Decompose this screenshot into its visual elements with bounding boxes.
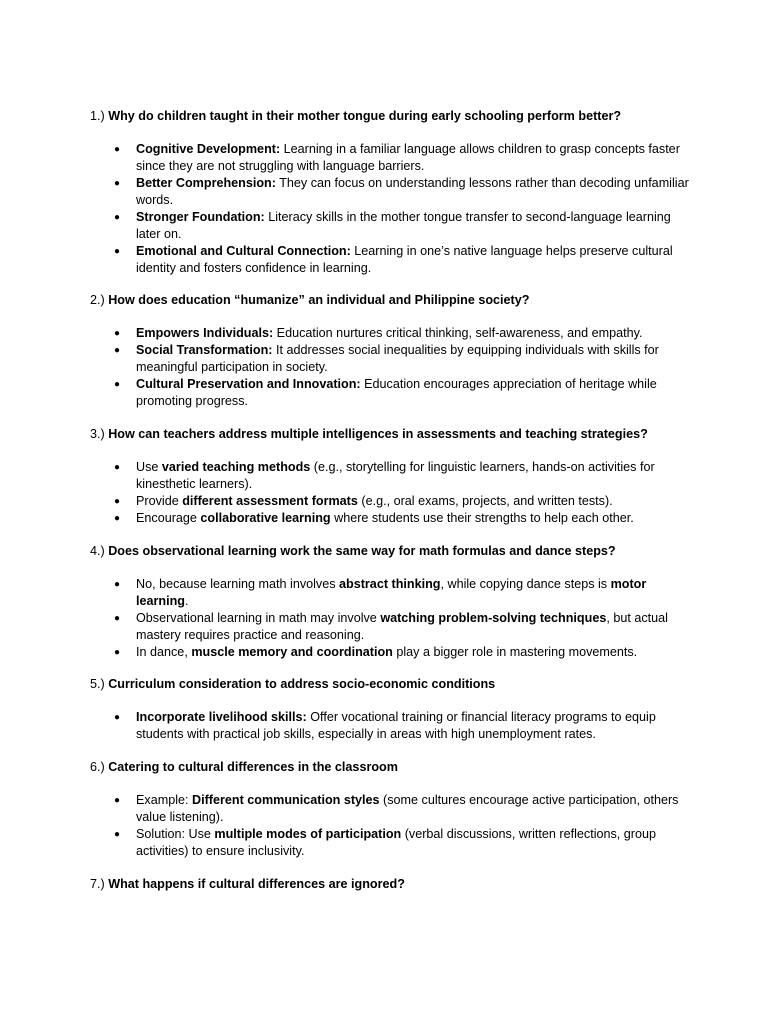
answer-list: [90, 325, 690, 410]
answer-list-item: [90, 459, 691, 493]
answer-key-term: Stronger Foundation:: [136, 210, 265, 224]
answer-list: [90, 141, 690, 277]
bullet-icon: ●: [114, 579, 121, 590]
answer-list-item: [90, 826, 691, 860]
question-text: Curriculum consideration to address socio-economic conditions: [108, 677, 496, 691]
bullet-icon: ●: [114, 246, 121, 257]
question-heading: [90, 292, 690, 309]
bullet-icon: ●: [114, 345, 121, 356]
question-number: 4.): [90, 544, 105, 558]
answer-list-item: [90, 175, 691, 209]
answer-text: Provide: [136, 494, 183, 508]
answer-text: Example:: [136, 793, 192, 807]
answer-key-term: abstract thinking: [339, 577, 441, 591]
answer-text: Education nurtures critical thinking, self-awareness, and empathy.: [273, 326, 643, 340]
answer-key-term: multiple modes of participation: [214, 827, 402, 841]
question-heading: [90, 543, 690, 560]
question-number: 2.): [90, 293, 105, 307]
qa-section-1: [90, 108, 690, 277]
answer-key-term: Emotional and Cultural Connection:: [136, 244, 351, 258]
answer-key-term: varied teaching methods: [161, 460, 311, 474]
answer-list-item: [90, 792, 691, 826]
answer-list-item: [90, 243, 691, 277]
qa-section-4: [90, 543, 690, 661]
answer-list-item: [90, 576, 691, 610]
bullet-icon: ●: [114, 712, 121, 723]
answer-key-term: Social Transformation:: [136, 343, 273, 357]
qa-section-3: [90, 426, 690, 527]
answer-text: Offer vocational training or financial literacy programs to equip students with practical job skills, especially in areas with high unemployment rates.: [136, 710, 656, 741]
answer-text: Observational learning in math may involve: [136, 611, 381, 625]
answer-text: , but actual mastery requires practice and reasoning.: [136, 611, 668, 642]
answer-text: .: [185, 594, 189, 608]
answer-text: (e.g., storytelling for linguistic learners, hands-on activities for kinesthetic learners).: [136, 460, 655, 491]
answer-list-item: [90, 325, 691, 342]
answer-list-item: [90, 709, 691, 743]
answer-key-term: Cognitive Development:: [136, 142, 281, 156]
answer-list-item: [90, 376, 691, 410]
bullet-icon: ●: [114, 647, 121, 658]
qa-section-6: [90, 759, 690, 860]
answer-text: play a bigger role in mastering movements.: [392, 645, 638, 659]
bullet-icon: ●: [114, 513, 121, 524]
answer-text: No, because learning math involves: [136, 577, 340, 591]
answer-text: Solution: Use: [136, 827, 215, 841]
question-heading: [90, 876, 690, 893]
question-text: Why do children taught in their mother tongue during early schooling perform better?: [108, 109, 622, 123]
answer-text: Education encourages appreciation of heritage while promoting progress.: [136, 377, 657, 408]
bullet-icon: ●: [114, 496, 121, 507]
answer-text: where students use their strengths to help each other.: [330, 511, 634, 525]
answer-key-term: muscle memory and coordination: [191, 645, 393, 659]
bullet-icon: ●: [114, 829, 121, 840]
answer-text: , while copying dance steps is: [440, 577, 611, 591]
answer-list: [90, 576, 690, 661]
answer-key-term: Empowers Individuals:: [136, 326, 274, 340]
answer-key-term: Better Comprehension:: [136, 176, 276, 190]
question-text: Catering to cultural differences in the classroom: [108, 760, 398, 774]
answer-key-term: watching problem-solving techniques: [380, 611, 607, 625]
bullet-icon: ●: [114, 795, 121, 806]
answer-list: [90, 459, 690, 527]
answer-text: (some cultures encourage active participation, others value listening).: [136, 793, 679, 824]
answer-text: In dance,: [136, 645, 192, 659]
answer-list-item: [90, 610, 691, 644]
answer-text: It addresses social inequalities by equipping individuals with skills for meaningful participation in society.: [136, 343, 659, 374]
answer-text: They can focus on understanding lessons rather than decoding unfamiliar words.: [136, 176, 689, 207]
question-number: 5.): [90, 677, 105, 691]
question-number: 7.): [90, 877, 105, 891]
question-number: 1.): [90, 109, 105, 123]
question-text: How can teachers address multiple intelligences in assessments and teaching strategies?: [108, 427, 648, 441]
answer-text: Encourage: [136, 511, 201, 525]
answer-text: Learning in one’s native language helps preserve cultural identity and fosters confidence in learning.: [136, 244, 673, 275]
answer-key-term: different assessment formats: [182, 494, 358, 508]
question-text: How does education “humanize” an individual and Philippine society?: [108, 293, 530, 307]
bullet-icon: ●: [114, 144, 121, 155]
answer-key-term: Incorporate livelihood skills:: [136, 710, 307, 724]
answer-list-item: [90, 493, 691, 510]
question-text: Does observational learning work the same way for math formulas and dance steps?: [108, 544, 616, 558]
bullet-icon: ●: [114, 178, 121, 189]
bullet-icon: ●: [114, 212, 121, 223]
question-heading: [90, 426, 690, 443]
bullet-icon: ●: [114, 328, 121, 339]
answer-list: [90, 792, 690, 860]
qa-section-5: [90, 676, 690, 743]
answer-text: (e.g., oral exams, projects, and written tests).: [357, 494, 613, 508]
answer-text: (verbal discussions, written reflections, group activities) to ensure inclusivity.: [136, 827, 657, 858]
question-number: 3.): [90, 427, 105, 441]
question-heading: [90, 676, 690, 693]
answer-list-item: [90, 141, 691, 175]
question-number: 6.): [90, 760, 105, 774]
bullet-icon: ●: [114, 462, 121, 473]
answer-text: Literacy skills in the mother tongue transfer to second-language learning later on.: [136, 210, 671, 241]
answer-list: [90, 709, 690, 743]
answer-text: Use: [136, 460, 162, 474]
answer-list-item: [90, 510, 691, 527]
bullet-icon: ●: [114, 379, 121, 390]
qa-section-2: [90, 292, 690, 410]
answer-list-item: [90, 209, 691, 243]
answer-list-item: [90, 644, 691, 661]
answer-list-item: [90, 342, 691, 376]
bullet-icon: ●: [114, 613, 121, 624]
answer-text: Learning in a familiar language allows children to grasp concepts faster since they are not struggling with language barriers.: [136, 142, 680, 173]
question-text: What happens if cultural differences are ignored?: [108, 877, 405, 891]
answer-key-term: Different communication styles: [192, 793, 380, 807]
question-heading: [90, 108, 690, 125]
answer-key-term: Cultural Preservation and Innovation:: [136, 377, 361, 391]
qa-section-7: [90, 876, 690, 893]
question-heading: [90, 759, 690, 776]
answer-key-term: motor learning: [136, 577, 647, 608]
answer-key-term: collaborative learning: [200, 511, 331, 525]
